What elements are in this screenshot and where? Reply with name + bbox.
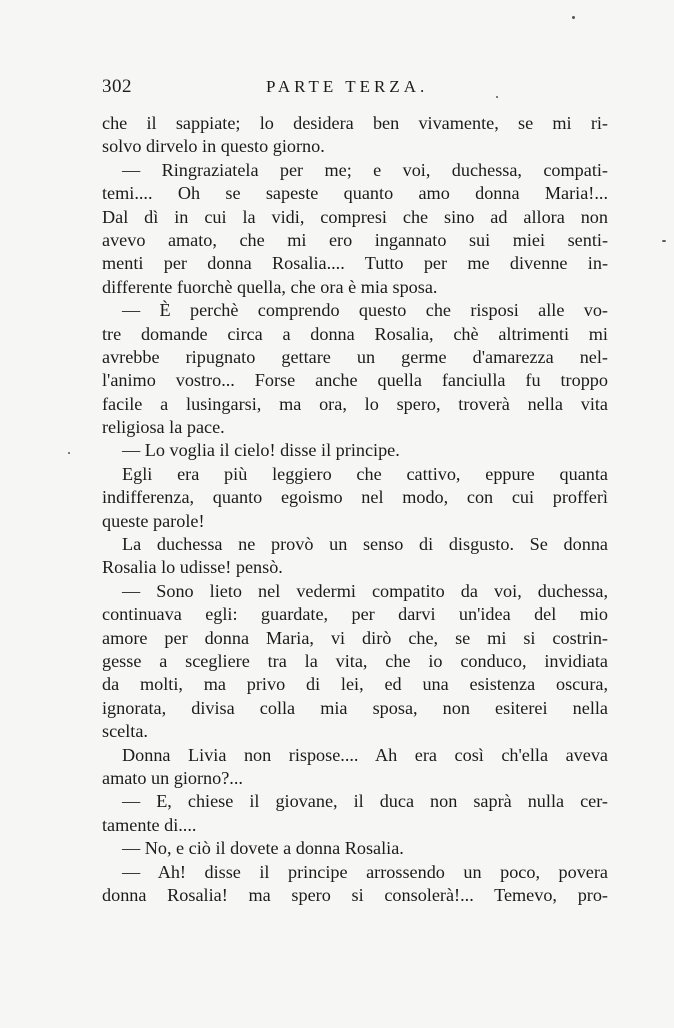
body-text xyxy=(102,112,608,907)
text-line: ignorata, divisa colla mia sposa, non esiterei nella xyxy=(102,697,608,718)
text-line: facile a lusingarsi, ma ora, lo spero, troverà nella vita xyxy=(102,393,608,414)
text-line: solvo dirvelo in questo giorno. xyxy=(102,136,325,157)
text-line: La duchessa ne provò un senso di disgusto. Se donna xyxy=(122,534,608,555)
page-number: 302 xyxy=(102,76,132,97)
text-line: queste parole! xyxy=(102,510,205,531)
text-line: — Ah! disse il principe arrossendo un poco, povera xyxy=(122,861,608,882)
text-line: — E, chiese il giovane, il duca non saprà nulla cer- xyxy=(122,791,608,812)
text-line: avevo amato, che mi ero ingannato sui miei senti- xyxy=(102,229,608,250)
text-line: tamente di.... xyxy=(102,814,197,835)
text-line: menti per donna Rosalia.... Tutto per me divenne in- xyxy=(102,253,608,274)
text-line: scelta. xyxy=(102,721,148,742)
text-line: che il sappiate; lo desidera ben vivamente, se mi ri- xyxy=(102,113,608,133)
text-line: Donna Livia non rispose.... Ah era così ch'ella aveva xyxy=(122,744,608,765)
paper-speck xyxy=(496,96,498,98)
running-title: PARTE TERZA. xyxy=(266,77,429,96)
text-line: continuava egli: guardate, per darvi un'idea del mio xyxy=(102,604,608,625)
text-line: avrebbe ripugnato gettare un germe d'amarezza nel- xyxy=(102,346,608,367)
text-line: Egli era più leggiero che cattivo, eppure quanta xyxy=(122,463,608,484)
text-line: religiosa la pace. xyxy=(102,417,225,438)
text-line: temi.... Oh se sapeste quanto amo donna Maria!... xyxy=(102,183,608,204)
text-line: — Sono lieto nel vedermi compatito da voi, duchessa, xyxy=(122,580,608,601)
text-line: — È perchè comprendo questo che risposi alle vo- xyxy=(122,300,608,321)
paper-speck xyxy=(572,16,575,19)
text-line: l'animo vostro... Forse anche quella fanciulla fu troppo xyxy=(102,370,608,391)
text-line: gesse a scegliere tra la vita, che io conduco, invidiata xyxy=(102,650,608,671)
paper-speck xyxy=(662,240,666,242)
text-line: tre domande circa a donna Rosalia, chè altrimenti mi xyxy=(102,323,608,344)
page-header xyxy=(102,76,608,100)
text-line: indifferenza, quanto egoismo nel modo, con cui profferì xyxy=(102,487,608,508)
text-line: Dal dì in cui la vidi, compresi che sino ad allora non xyxy=(102,206,608,227)
text-line: donna Rosalia! ma spero si consolerà!... Temevo, pro- xyxy=(102,884,608,905)
text-line: — Ringraziatela per me; e voi, duchessa, compati- xyxy=(122,159,608,180)
text-line: amore per donna Maria, vi dirò che, se mi si costrin- xyxy=(102,627,608,648)
text-line: da molti, ma privo di lei, ed una esistenza oscura, xyxy=(102,674,608,695)
text-line: — No, e ciò il dovete a donna Rosalia. xyxy=(122,838,404,859)
text-line: Rosalia lo udisse! pensò. xyxy=(102,557,283,578)
paper-speck xyxy=(68,452,70,454)
text-line: — Lo voglia il cielo! disse il principe. xyxy=(122,440,400,461)
text-line: differente fuorchè quella, che ora è mia sposa. xyxy=(102,276,438,297)
text-line: amato un giorno?... xyxy=(102,767,243,788)
